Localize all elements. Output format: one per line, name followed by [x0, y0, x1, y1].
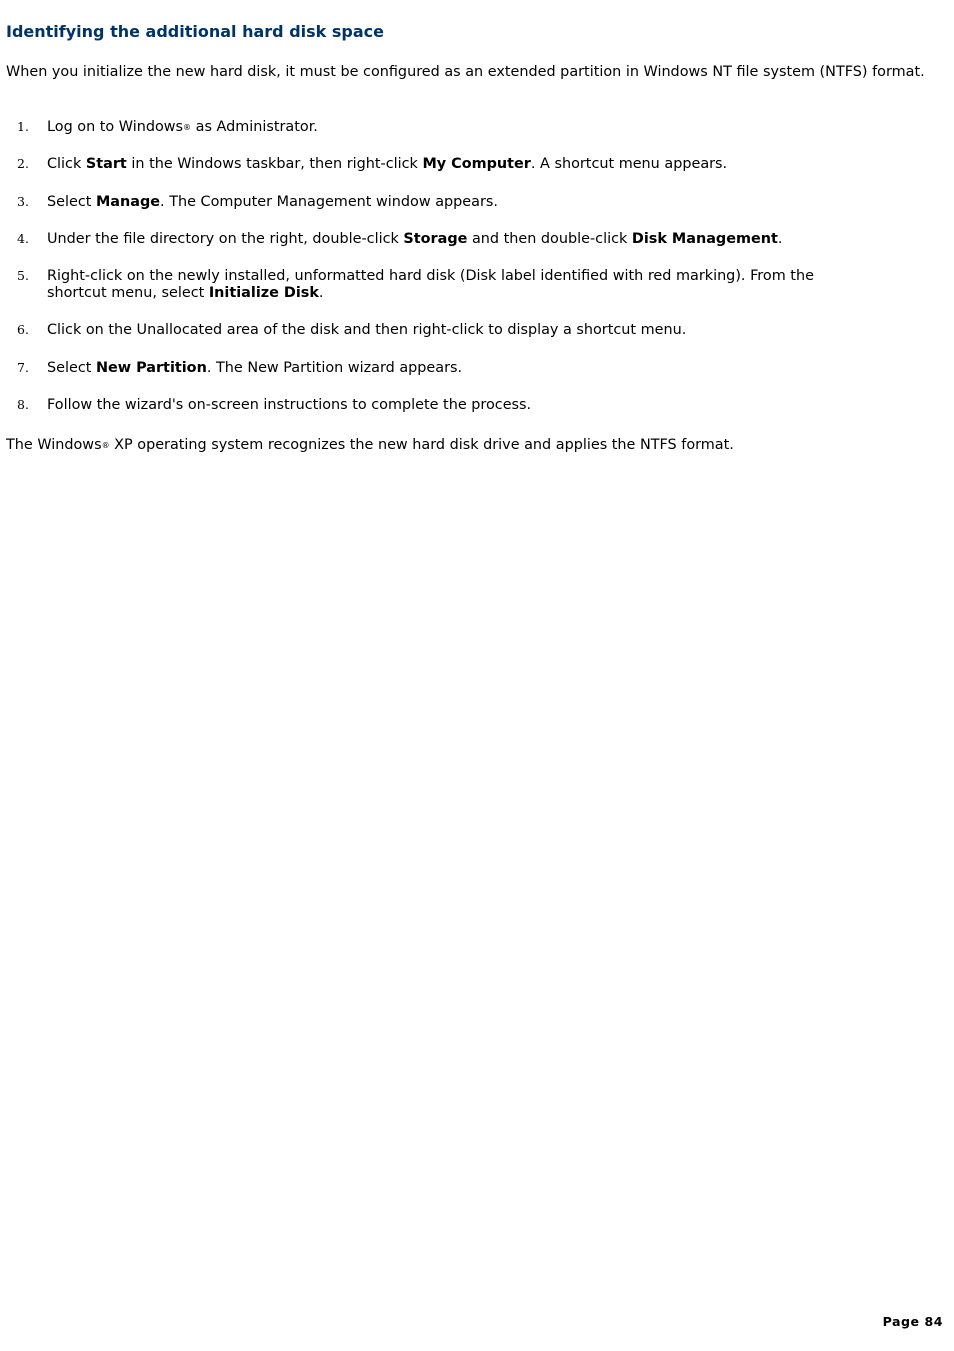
closing-paragraph: The Windows® XP operating system recognizes the new hard disk drive and applies the NTFS format. — [6, 437, 734, 453]
ui-term-manage: Manage — [95, 194, 161, 210]
step-text: Under the file directory on the right, double-click Storage and then double-click Disk Management. — [47, 231, 783, 247]
registered-mark: ® — [183, 123, 192, 132]
step-text: Right-click on the newly installed, unformatted hard disk (Disk label identified with red marking). From the shortcut menu, select Initialize Disk. — [47, 268, 814, 301]
ui-term-new-partition: New Partition — [95, 360, 207, 376]
step-text: Click Start in the Windows taskbar, then right-click My Computer. A shortcut menu appears. — [47, 156, 728, 172]
step-text: Follow the wizard's on-screen instructions to complete the process. — [47, 397, 532, 413]
intro-paragraph: When you initialize the new hard disk, it must be configured as an extended partition in Windows NT file system (NTFS) format. — [6, 64, 925, 80]
ui-term-disk-management: Disk Management — [631, 231, 778, 247]
registered-mark: ® — [101, 441, 110, 450]
step-number: 3. — [17, 194, 29, 209]
ui-term-initialize-disk: Initialize Disk — [208, 285, 319, 301]
step-text: Select New Partition. The New Partition wizard appears. — [47, 360, 463, 376]
page-number: Page 84 — [882, 1314, 943, 1329]
step-number: 5. — [17, 268, 29, 283]
step-number: 1. — [17, 119, 29, 134]
step-number: 7. — [17, 360, 29, 375]
page-title: Identifying the additional hard disk space — [6, 22, 384, 41]
step-number: 4. — [17, 231, 29, 246]
step-number: 8. — [17, 397, 29, 412]
step-text: Click on the Unallocated area of the disk and then right-click to display a shortcut menu. — [47, 322, 687, 338]
step-number: 2. — [17, 156, 29, 171]
ui-term-storage: Storage — [403, 231, 468, 247]
step-number: 6. — [17, 322, 29, 337]
ui-term-start: Start — [85, 156, 127, 172]
ui-term-my-computer: My Computer — [422, 156, 531, 172]
step-text: Log on to Windows® as Administrator. — [47, 119, 318, 135]
step-text: Select Manage. The Computer Management window appears. — [47, 194, 498, 210]
